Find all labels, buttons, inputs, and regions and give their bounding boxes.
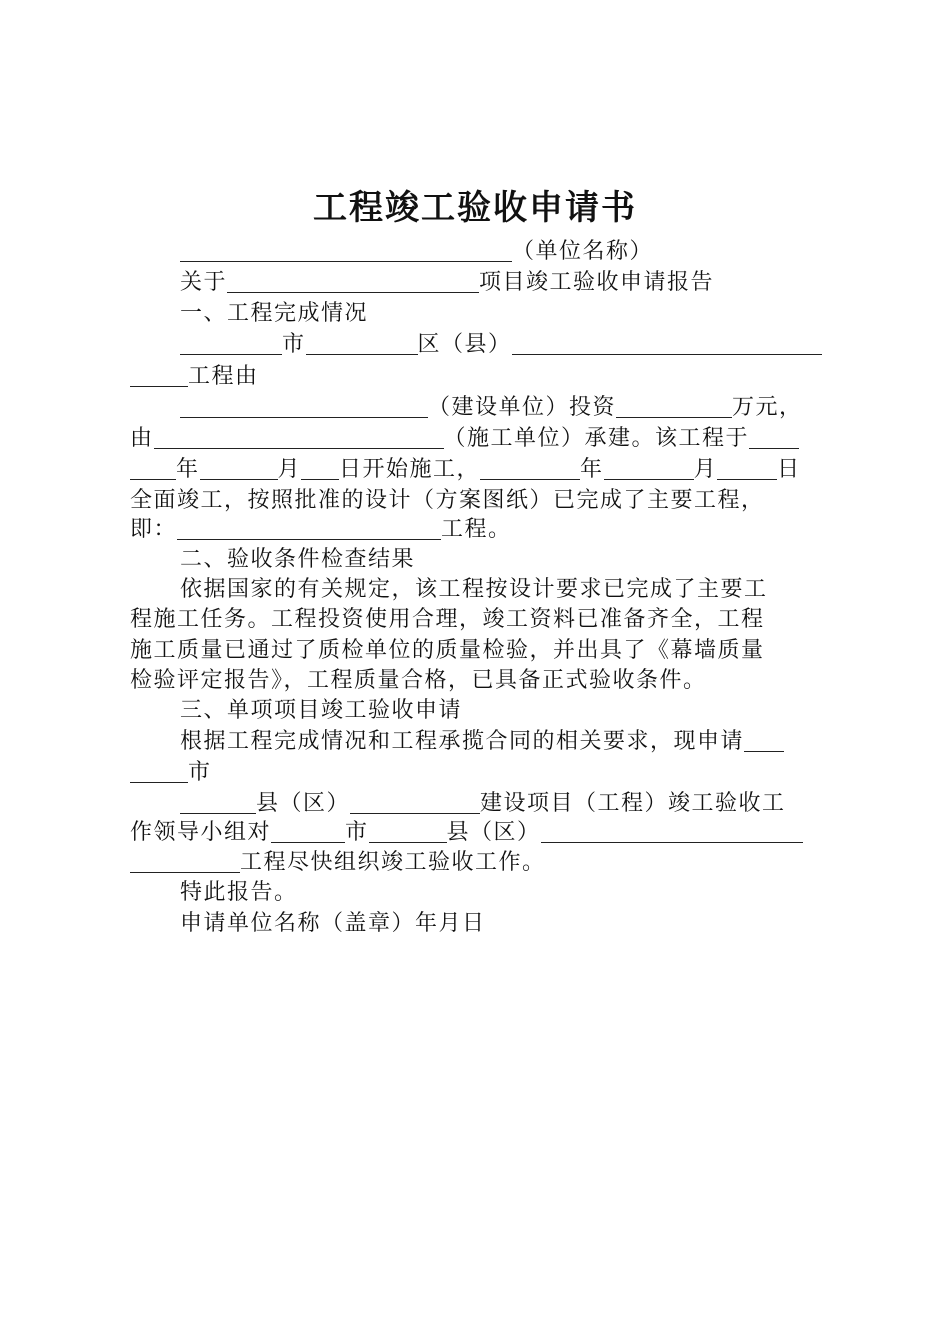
district-county-label: 区（县）: [417, 332, 512, 357]
unit-name-label: （单位名称）: [512, 239, 654, 264]
start-year-blank: [749, 426, 799, 449]
city-blank: [180, 332, 282, 355]
section3-text-line-4: [130, 818, 832, 848]
section2-text-line-1: 依据国家的有关规定，该工程按设计要求已完成了主要工: [180, 577, 768, 602]
end-month-blank: [604, 457, 694, 480]
location-detail-blank-cont: [130, 364, 188, 387]
section3-text-line-5: [130, 848, 832, 878]
group-city-label: 市: [345, 820, 369, 845]
closing-line: 特此报告。: [180, 880, 298, 905]
contractor-build-label: （施工单位）承建。该工程于: [443, 426, 750, 451]
signature-line: 申请单位名称（盖章）年月日: [180, 911, 486, 936]
start-day-label: 日开始施工，: [339, 457, 481, 482]
section3-heading: 三、单项项目竣工验收申请: [180, 698, 463, 723]
target-project-blank: [541, 820, 803, 843]
document-title: 工程竣工验收申请书: [313, 188, 637, 228]
main-works-blank: [177, 517, 441, 540]
construction-project-blank: [350, 791, 480, 814]
report-subject-line: [180, 268, 832, 298]
section2-heading: 二、验收条件检查结果: [180, 547, 416, 572]
completion-line: 全面竣工，按照批准的设计（方案图纸）已完成了主要工程，: [130, 488, 765, 513]
apply-county-label: 县（区）: [256, 791, 351, 816]
about-prefix: 关于: [180, 270, 228, 295]
by-label: 由: [130, 426, 154, 451]
start-month-blank: [200, 457, 278, 480]
start-month-label: 月: [277, 457, 302, 482]
end-month-label: 月: [693, 457, 718, 482]
amount-unit: 万元，: [732, 395, 803, 420]
section3-text-4: 作领导小组对: [130, 820, 272, 845]
section3-text-1: 根据工程完成情况和工程承揽合同的相关要求，现申请: [180, 729, 745, 754]
end-year-label: 年: [580, 457, 604, 482]
unit-name-line: [180, 237, 832, 267]
dates-line: [130, 455, 832, 485]
start-year-blank-cont: [130, 457, 176, 480]
section3-text-5: 工程尽快组织竣工验收工作。: [240, 850, 546, 875]
project-by-line: [130, 362, 832, 392]
end-day-blank: [717, 457, 777, 480]
namely-label: 即：: [130, 517, 178, 542]
start-day-blank: [301, 457, 339, 480]
apply-county-blank: [180, 791, 256, 814]
start-year-label: 年: [176, 457, 200, 482]
apply-city-blank: [744, 729, 784, 752]
city-label: 市: [282, 332, 306, 357]
builder-blank: [180, 395, 428, 418]
target-project-blank-cont: [130, 850, 240, 873]
location-detail-blank: [512, 332, 822, 355]
amount-blank: [616, 395, 732, 418]
section2-text-line-2: 程施工任务。工程投资使用合理，竣工资料已准备齐全，工程: [130, 607, 765, 632]
group-county-blank: [369, 820, 447, 843]
project-name-blank: [227, 270, 479, 293]
project-end-label: 工程。: [441, 517, 512, 542]
unit-name-blank: [180, 239, 512, 262]
apply-city-blank-cont: [130, 760, 188, 783]
location-line: [180, 330, 832, 360]
contractor-blank: [154, 426, 444, 449]
about-suffix: 项目竣工验收申请报告: [479, 270, 715, 295]
builder-invest-label: （建设单位）投资: [428, 395, 617, 420]
section3-text-line-2: [130, 758, 832, 788]
section1-heading: 一、工程完成情况: [180, 301, 369, 326]
end-day-label: 日: [777, 457, 801, 482]
project-by-label: 工程由: [188, 364, 259, 389]
group-county-label: 县（区）: [446, 820, 541, 845]
namely-line: [130, 515, 832, 545]
apply-city-label: 市: [188, 760, 212, 785]
contractor-line: [130, 424, 832, 454]
end-year-blank: [480, 457, 580, 480]
group-city-blank: [271, 820, 345, 843]
section2-text-line-3: 施工质量已通过了质检单位的质量检验，并出具了《幕墙质量: [130, 638, 765, 663]
section3-text-line-1: [180, 727, 832, 757]
investment-line: [180, 393, 832, 423]
section3-text-line-3: [180, 789, 832, 819]
section3-text-3: 建设项目（工程）竣工验收工: [480, 791, 786, 816]
section2-text-line-4: 检验评定报告》，工程质量合格，已具备正式验收条件。: [130, 668, 707, 693]
district-blank: [306, 332, 418, 355]
